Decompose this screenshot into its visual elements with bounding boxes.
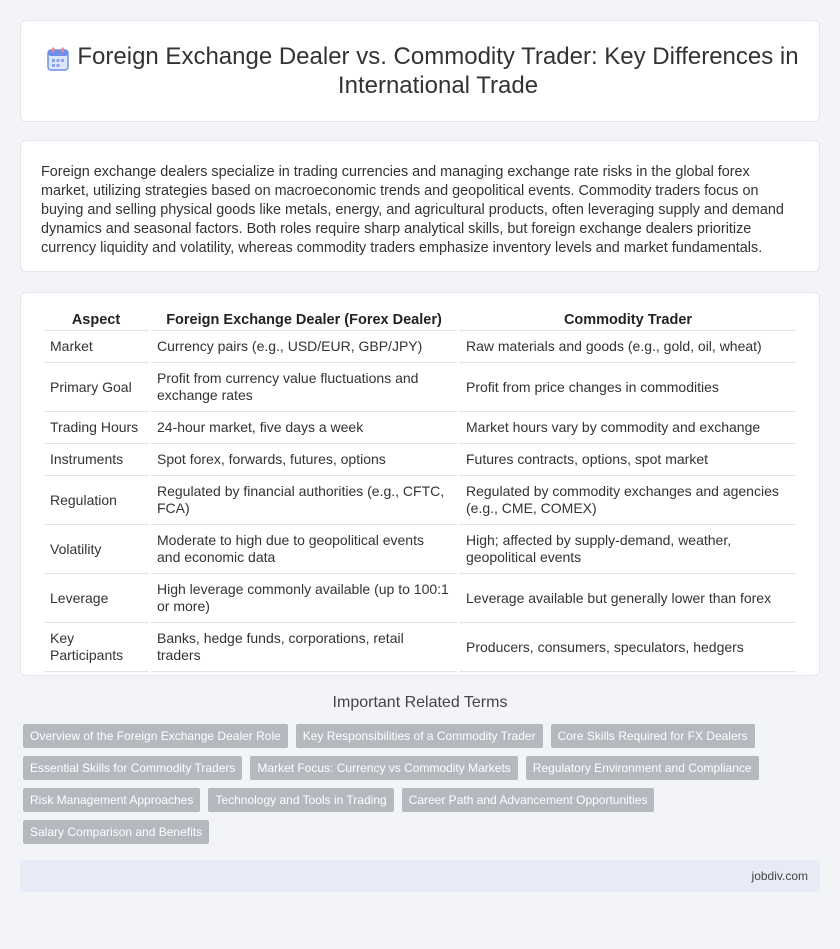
cell-commodity: Leverage available but generally lower than forex [460, 574, 796, 623]
related-term-tag[interactable]: Regulatory Environment and Compliance [526, 756, 759, 780]
cell-aspect: Leverage [44, 574, 148, 623]
table-header-row [44, 309, 796, 331]
table-row [44, 574, 796, 623]
table-row [44, 412, 796, 444]
table-row [44, 331, 796, 363]
comparison-table-card [20, 292, 820, 676]
cell-forex: Banks, hedge funds, corporations, retail traders [151, 623, 457, 672]
cell-aspect: Instruments [44, 444, 148, 476]
cell-commodity: Market hours vary by commodity and exchange [460, 412, 796, 444]
related-terms-tags [20, 724, 820, 844]
related-term-tag[interactable]: Market Focus: Currency vs Commodity Markets [250, 756, 517, 780]
related-term-tag[interactable]: Overview of the Foreign Exchange Dealer Role [23, 724, 288, 748]
cell-forex: Spot forex, forwards, futures, options [151, 444, 457, 476]
page-footer [20, 860, 820, 892]
cell-forex: High leverage commonly available (up to 100:1 or more) [151, 574, 457, 623]
cell-forex: Currency pairs (e.g., USD/EUR, GBP/JPY) [151, 331, 457, 363]
cell-forex: Profit from currency value fluctuations and exchange rates [151, 363, 457, 412]
cell-commodity: High; affected by supply-demand, weather, geopolitical events [460, 525, 796, 574]
related-term-tag[interactable]: Career Path and Advancement Opportunities [402, 788, 655, 812]
page-title: Foreign Exchange Dealer vs. Commodity Trader: Key Differences in International Trade [77, 43, 799, 99]
cell-aspect: Volatility [44, 525, 148, 574]
related-term-tag[interactable]: Salary Comparison and Benefits [23, 820, 209, 844]
intro-section [20, 140, 820, 272]
related-term-tag[interactable]: Key Responsibilities of a Commodity Trader [296, 724, 543, 748]
related-term-tag[interactable]: Technology and Tools in Trading [208, 788, 393, 812]
table-row [44, 476, 796, 525]
header-forex: Foreign Exchange Dealer (Forex Dealer) [151, 309, 457, 331]
footer-site-link[interactable]: jobdiv.com [751, 869, 808, 883]
table-row [44, 363, 796, 412]
cell-aspect: Market [44, 331, 148, 363]
comparison-table [41, 309, 799, 672]
related-terms-title: Important Related Terms [332, 694, 508, 711]
table-row [44, 444, 796, 476]
cell-aspect: Regulation [44, 476, 148, 525]
cell-commodity: Producers, consumers, speculators, hedgers [460, 623, 796, 672]
cell-commodity: Raw materials and goods (e.g., gold, oil, wheat) [460, 331, 796, 363]
cell-forex: Moderate to high due to geopolitical events and economic data [151, 525, 457, 574]
table-row [44, 623, 796, 672]
cell-commodity: Futures contracts, options, spot market [460, 444, 796, 476]
cell-aspect: Key Participants [44, 623, 148, 672]
related-terms-section [20, 694, 820, 844]
cell-aspect: Primary Goal [44, 363, 148, 412]
cell-aspect: Trading Hours [44, 412, 148, 444]
related-term-tag[interactable]: Essential Skills for Commodity Traders [23, 756, 242, 780]
header-aspect: Aspect [44, 309, 148, 331]
cell-forex: 24-hour market, five days a week [151, 412, 457, 444]
calendar-icon [47, 47, 69, 71]
intro-text: Foreign exchange dealers specialize in trading currencies and managing exchange rate risks in the global forex market, utilizing strategies based on macroeconomic trends and geopolitical events. Commodity traders focus on buying and selling physical goods like metals, energy, and agricultural products, often leveraging supply and demand dynamics and seasonal factors. Both roles require sharp analytical skills, but foreign exchange dealers prioritize currency liquidity and volatility, whereas commodity traders emphasize inventory levels and market fundamentals. [41, 164, 784, 256]
cell-forex: Regulated by financial authorities (e.g., CFTC, FCA) [151, 476, 457, 525]
related-term-tag[interactable]: Core Skills Required for FX Dealers [551, 724, 755, 748]
cell-commodity: Profit from price changes in commodities [460, 363, 796, 412]
related-term-tag[interactable]: Risk Management Approaches [23, 788, 200, 812]
page-header [20, 20, 820, 122]
table-row [44, 525, 796, 574]
cell-commodity: Regulated by commodity exchanges and agencies (e.g., CME, COMEX) [460, 476, 796, 525]
header-commodity: Commodity Trader [460, 309, 796, 331]
